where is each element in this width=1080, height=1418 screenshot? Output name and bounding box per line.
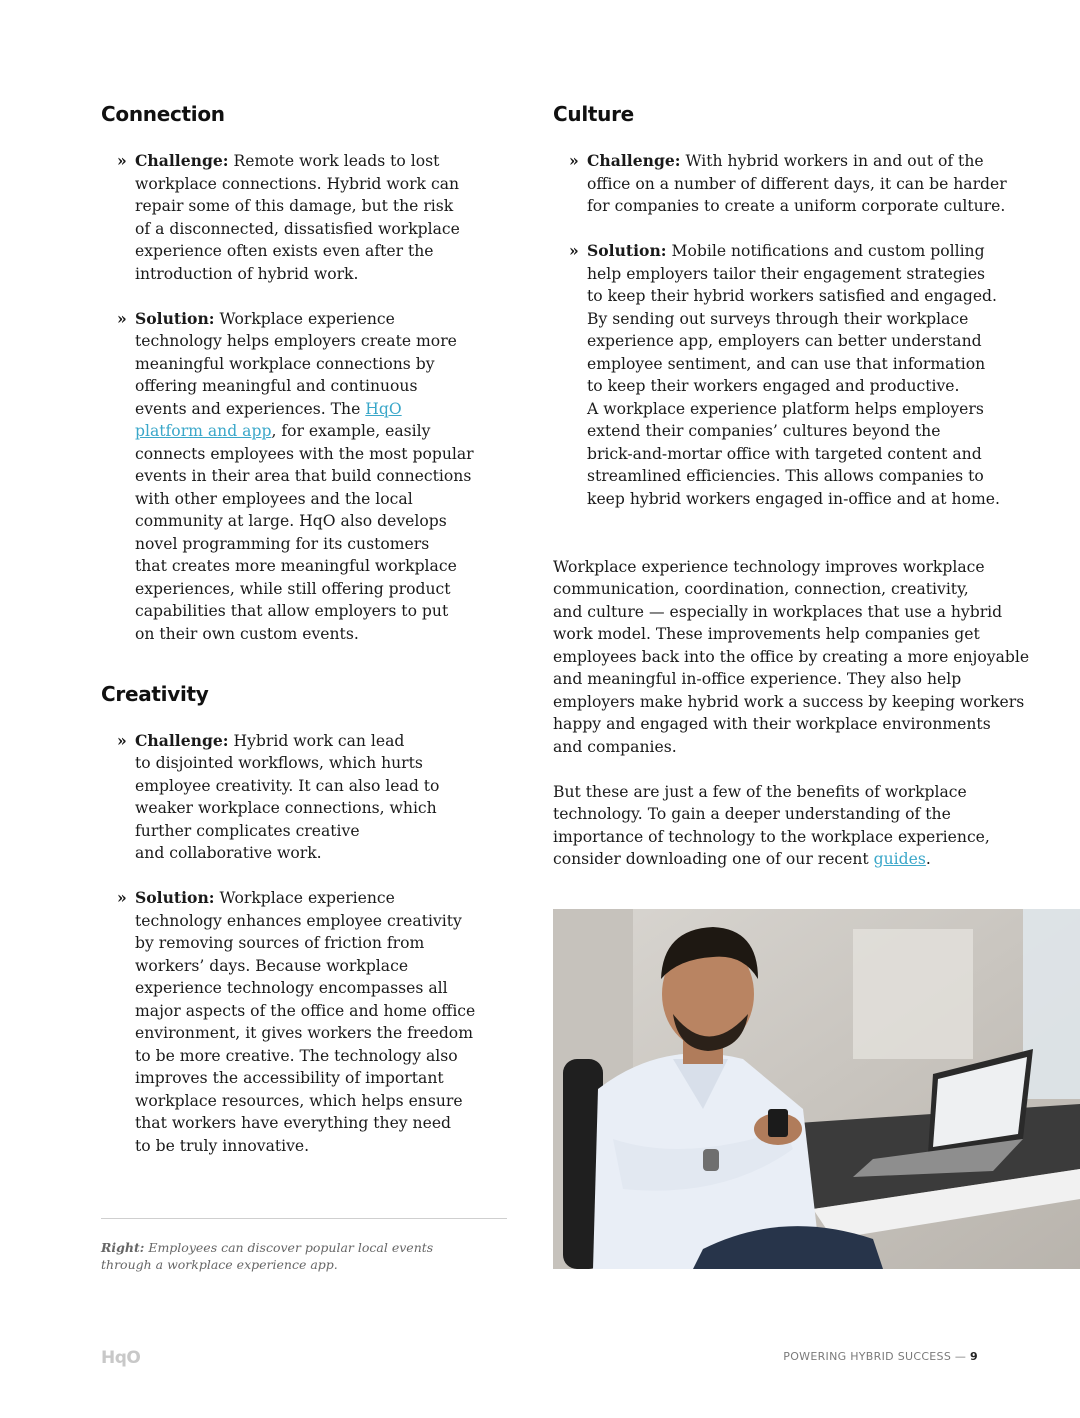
- creativity-heading: Creativity: [101, 681, 209, 706]
- guides-paragraph: But these are just a few of the benefits of workplace technology. To gain a deeper understanding of the importance of technology to the workplace experience, consider downloading one of our recent guides.: [553, 782, 990, 868]
- challenge-label: Challenge:: [135, 151, 229, 170]
- man-using-phone-photo: [553, 909, 1080, 1269]
- connection-heading: Connection: [101, 102, 225, 126]
- caption-label: Right:: [101, 1240, 145, 1255]
- hqo-logo: HqO: [101, 1348, 141, 1368]
- photo-caption: Right: Employees can discover popular local events through a workplace experience app.: [101, 1240, 434, 1272]
- photo-illustration: [553, 909, 1080, 1269]
- chevron-bullet-icon: »: [117, 888, 127, 907]
- hqo-platform-link[interactable]: HqO: [365, 399, 402, 418]
- creativity-challenge: » Challenge: Hybrid work can lead to disjointed workflows, which hurts employee creativity. It can also lead to weaker workplace connections, which further complicates creative and collaborative work.: [117, 730, 440, 862]
- chevron-bullet-icon: »: [117, 151, 127, 170]
- challenge-label: Challenge:: [135, 730, 229, 750]
- solution-label: Solution:: [135, 308, 215, 328]
- culture-solution: » Solution: Mobile notifications and custom polling help employers tailor their engagement strategies to keep their hybrid workers satisfied and engaged. By sending out surveys through their workplace experience app, employers can better understand employee sentiment, and can use that information to keep their workers engaged and productive. A workplace experience platform helps employers extend their companies’ cultures beyond the brick-and-mortar office with targeted content and streamlined efficiencies. This allows companies to keep hybrid workers engaged in-office and at home.: [569, 241, 1000, 508]
- hqo-platform-link-cont[interactable]: platform and app: [135, 422, 272, 440]
- left-column: [101, 100, 521, 1180]
- footer-title: POWERING HYBRID SUCCESS — 9: [783, 1350, 978, 1363]
- page-number: 9: [970, 1350, 978, 1363]
- chevron-bullet-icon: »: [569, 241, 579, 260]
- solution-label: Solution:: [135, 888, 215, 907]
- creativity-solution: » Solution: Workplace experience technology enhances employee creativity by removing sources of friction from workers’ days. Because workplace experience technology encompasses all major aspects of the office and home office environment, it gives workers the freedom to be more creative. The technology also improves the accessibility of important workplace resources, which helps ensure that workers have everything they need to be truly innovative.: [117, 888, 476, 1155]
- connection-solution: » Solution: Workplace experience technology helps employers create more meaningful workplace connections by offering meaningful and continuous events and experiences. The HqO platform and app, for example, easily connects employees with the most popular events in their area that build connections with other employees and the local community at large. HqO also develops novel programming for its customers that creates more meaningful workplace experiences, while still offering product capabilities that allow employers to put on their own custom events.: [117, 308, 474, 643]
- caption-divider: [101, 1218, 507, 1219]
- culture-heading: Culture: [553, 102, 634, 126]
- chevron-bullet-icon: »: [569, 151, 579, 170]
- challenge-label: Challenge:: [587, 151, 681, 170]
- summary-paragraph: Workplace experience technology improves workplace communication, coordination, connection, creativity, and culture — especially in workplaces that use a hybrid work model. These improvements help companies get employees back into the office by creating a more enjoyable and meaningful in-office experience. They also help employers make hybrid work a success by keeping workers happy and engaged with their workplace environments and companies.: [553, 557, 1030, 756]
- culture-challenge: » Challenge: With hybrid workers in and out of the office on a number of different days, it can be harder for companies to create a uniform corporate culture.: [569, 151, 1007, 215]
- guides-link[interactable]: guides: [873, 850, 926, 868]
- chevron-bullet-icon: »: [117, 308, 127, 328]
- connection-challenge: » Challenge: Remote work leads to lost workplace connections. Hybrid work can repair some of this damage, but the risk of a disconnected, dissatisfied workplace experience often exists even after the introduction of hybrid work.: [117, 151, 460, 283]
- right-column: [553, 100, 1030, 893]
- solution-label: Solution:: [587, 241, 667, 260]
- chevron-bullet-icon: »: [117, 730, 127, 750]
